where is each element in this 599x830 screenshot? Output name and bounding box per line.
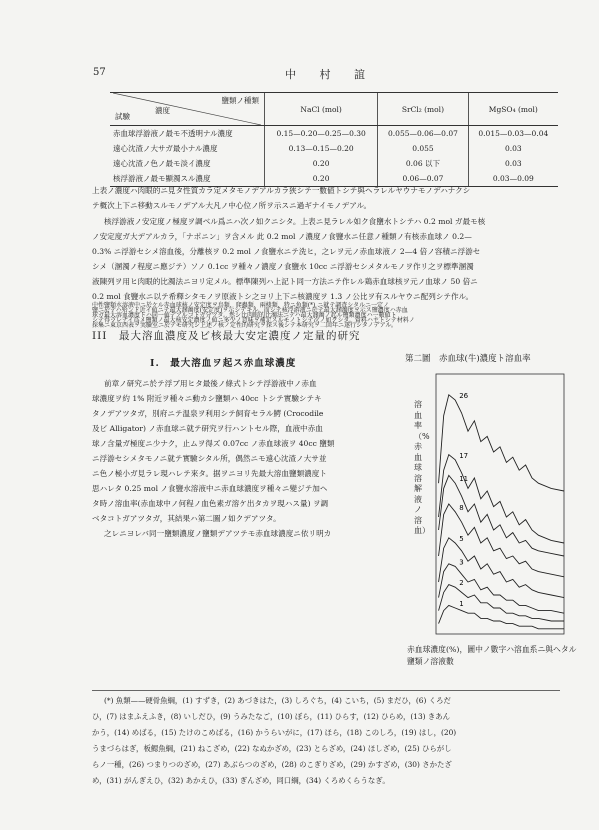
footnote-line: ひ，(7) はまふえふき，(8) いしだひ，(9) うみたなご，(10) ぼら，(11) ひらす，(12) ひらめ，(13) きあん xyxy=(92,712,451,721)
paragraph-line: 鹽ニ於テハ殆ンド近イ値ニテ最大溷濁度(安定度)ヲ示シテキル。而シテ核浮游液ニ於テ最大溷濁度ヲ示ス鹽濃度ハ赤血 xyxy=(92,307,408,314)
series-line-2 xyxy=(439,585,564,621)
table-cell: 0.03—0.09 xyxy=(468,171,558,187)
paragraph-line: 核浮游液ノ安定度ノ極度ヲ調べル爲ニハ次ノ如クニシタ。上表ニ見ラレル如ク食鹽水トシテハ 0.2 mol ガ最モ核 xyxy=(104,217,486,226)
subsection-heading: I. 最大溶血ヲ起ス赤血球濃度 xyxy=(150,358,297,369)
footnote-line: (*) 魚類——硬骨魚綱，(1) すずき，(2) あづきはた，(3) しろぐち，(4) こいち，(5) まだひ，(6) くろだ xyxy=(104,696,451,705)
paragraph-line: 之レニヨレバ同一鹽類濃度ノ鹽類デアツテモ赤血球濃度ニ依リ明カ xyxy=(104,529,332,538)
table-cell: 0.03 xyxy=(468,156,558,171)
table-cell: 0.06 以下 xyxy=(378,156,468,171)
series-label-26: 26 xyxy=(459,392,469,400)
diag-mid-label: 濃度 xyxy=(155,106,170,115)
table-cell: 0.055—0.06—0.07 xyxy=(378,126,468,142)
series-label-1: 1 xyxy=(459,600,464,608)
paragraph-line: ノ安定度ガ大デアルカラ，「ナポニン」ヲ含メル 此 0.2 mol ノ濃度ノ食鹽水ニ任意ノ種類ノ有核赤血球ノ 0.2— xyxy=(92,232,472,241)
table-cell: 0.055 xyxy=(378,141,468,156)
paragraph-line: ニ浮游セシメタモノニ就テ實驗シタル所，偶然ニモ遠心沈渣ノ大サ並 xyxy=(92,454,327,463)
figure-title: 第二圖 赤血球(牛)濃度ト溶血率 xyxy=(405,354,531,364)
table-diagonal-header xyxy=(110,93,265,126)
row-label: 核浮游液ノ最モ顯濁スル濃度 xyxy=(110,171,265,187)
col-header-nacl: NaCl (mol) xyxy=(265,93,378,126)
footnote-line: らノ一種，(26) つまりつのざめ，(27) あぶらつのざめ，(28) のこぎりざめ，(29) かすざめ，(30) さかたざ xyxy=(92,760,452,769)
table-cell: 0.03 xyxy=(468,141,558,156)
paragraph-line: シテ得ラレナイ爲メ鹽類ノ最大核安定濃度ノ値ニ多少ノ意味ヲ補足スルモノトシテ次ノ如クシタ。資料ハ主トシテ材料ノ xyxy=(92,317,415,324)
footnote-rule xyxy=(92,690,560,691)
paragraph-line: 球ガ最大溶血濃度トハ同一値デアルコトガ分ツタ。然シ比肉眼的比濁法ニテハ最大溷濁ノ起ル鹽類濃度ハ一數値ト xyxy=(92,312,397,319)
row-label: 赤血球浮游液ノ最モ不透明ナル濃度 xyxy=(113,129,233,138)
row-label: 遠心沈渣ノ大サガ最小ナル濃度 xyxy=(113,144,218,153)
paragraph-line: 上表ノ濃度ハ肉眼的ニ見タ性質カラ定メタモノデアルカラ狭シテ一數値トシテ與ヘラレルヤウナモノデハナクシ xyxy=(92,186,471,195)
table-cell: 0.015—0.03—0.04 xyxy=(468,126,558,142)
series-label-8: 8 xyxy=(459,503,464,512)
table-row xyxy=(110,141,558,156)
table-cell: 0.20 xyxy=(265,156,378,171)
paragraph-line: 前章ノ研究ニ於テ浮ブ用ヒタ最後ノ條式トシテ浮游液中ノ赤血 xyxy=(104,379,317,388)
paragraph-line: 液陳列ヲ用ヒ肉眼的比濁法ニヨリ定メル。標準陳列ハ上記ト同一方法ニテ作レル鶏赤血球核ヲ元ノ血球ノ 50 倍ニ xyxy=(92,277,478,286)
table-cell: 0.13—0.15—0.20 xyxy=(265,141,378,156)
footnote-line: かう，(14) めばる，(15) たけのこめばる，(16) かうらいがに，(17) ほら，(18) このしろ，(19) はし，(20) xyxy=(92,728,457,737)
table-cell: 0.20 xyxy=(265,171,378,187)
paragraph-line: 0.3% ニ浮游セシメ溶血後，分離核ヲ 0.2 mol ノ食鹽水ニテ洗ヒ，之レヲ元ノ赤血球液ノ 2—4 倍ノ容積ニ浮游セ xyxy=(92,247,481,256)
series-line-26 xyxy=(439,395,564,491)
series-label-11: 11 xyxy=(459,475,469,484)
table-row xyxy=(110,156,558,171)
series-label-2: 2 xyxy=(459,579,464,588)
paragraph-line: 思ハレタ 0.25 mol ノ食鹽水溶液中ニ赤血球濃度ヲ種々ニ變ジテ加ヘ xyxy=(92,484,328,493)
diag-top-label: 鹽類ノ種類 xyxy=(221,96,259,105)
series-label-17: 17 xyxy=(459,451,469,460)
paragraph-line: シメ（溷濁ノ程度ニ應ジテ）ソノ 0.1cc ヲ種々ノ濃度ノ食鹽水 10cc ニ浮游セシメタルモノヲ作リ之ヲ標準溷濁 xyxy=(92,262,474,271)
figure-y-label: 溶血率（%赤血球溶解液ノ溶血） xyxy=(414,400,430,535)
figure-caption: 赤血球濃度(%)，圖中ノ數字ハ溶血系ニ與ヘタル鹽類ノ溶液數 xyxy=(407,645,577,666)
page-number: 57 xyxy=(93,67,106,78)
paragraph-line: タノデアツタガ，別府ニテ温泉ヲ利用シテ飼育セラル鰐 (Crocodile xyxy=(92,409,324,418)
row-label: 遠心沈渣ノ色ノ最モ淡イ濃度 xyxy=(113,159,211,168)
series-label-5: 5 xyxy=(459,535,464,543)
hemolysis-chart xyxy=(430,368,570,640)
paragraph-line: テ概次上下ニ移動スルモノデアル大凡ノ中心位ノ所ヲ示スニ過ギナイモノデアル。 xyxy=(92,201,372,210)
section-heading: III 最大溶血濃度及ビ核最大安定濃度ノ定量的研究 xyxy=(92,330,361,342)
col-header-mgso4: MgSO₄ (mol) xyxy=(468,93,558,126)
paragraph-line: 中性鹽類水溶液中ニ於ケル赤血球核ノ安定度ヲ鳥類，爬蟲類，兩棲類，特ニ魚類(*) ニ就テ調査シタルニ一定ノ xyxy=(92,302,390,309)
paragraph-line: ニ色ノ極小ガ見ラレ現ハレテ來タ。据ヲニヨリ先最大溶血鹽類濃度ト xyxy=(92,469,327,478)
series-line-17 xyxy=(439,455,564,543)
col-header-srcl2: SrCl₂ (mol) xyxy=(378,93,468,126)
salt-concentration-table xyxy=(110,92,558,187)
paragraph-line: 0.2 mol 食鹽水ニ以テ希釋シタモノヲ原液トシ之ヨリ上下ニ核濃度ヲ 1.3 ノ公比ヲ有スルヤウニ配列シテ作ル。 xyxy=(92,292,474,301)
footnote-line: うまづらはぎ，板鰓魚綱，(21) ねこざめ，(22) なぬかざめ，(23) とらざめ，(24) ほしざめ，(25) ひらがし xyxy=(92,744,452,753)
series-label-3: 3 xyxy=(459,558,464,567)
diag-bottom-label: 試驗 xyxy=(115,112,130,121)
paragraph-line: ベタコトガアツタガ，其結果ハ第二圖ノ如クデアツタ。 xyxy=(92,514,281,523)
table-cell: 0.06—0.07 xyxy=(378,171,468,187)
footnote-line: め，(31) がんぎえひ，(32) あかえひ，(33) ぎんざめ，同口綱，(34) くろめくらうなぎ。 xyxy=(92,776,390,785)
table-cell: 0.15—0.20—0.25—0.30 xyxy=(265,126,378,142)
paragraph-line: 及ビ Alligator) ノ赤血球ニ就テ研究ヲ行ハントセル際，血液中赤血 xyxy=(92,424,323,433)
paragraph-line: 球濃度ヲ約 1% 附近ヲ種々ニ動カシ鹽類ハ 40cc トシテ實驗シテキ xyxy=(92,394,322,403)
paragraph-line: タ時ノ溶血率(赤血球中ノ何程ノ血色素ガ溶ケ出タカヲ現ハス量) ヲ調 xyxy=(92,499,329,508)
running-head: 中 村 誼 xyxy=(285,68,375,81)
paragraph-line: 採集ニ東京西表ヲ実驗室ニ於テモ研究シ上述ノ核ノ定性的研究ヲ採ス後シテ本研究ヲ二回年ニ遂行シタノデアル。 xyxy=(92,322,397,329)
paragraph-line: 球ノ含量ガ極度ニ少ナク，止ムヲ得ズ 0.07cc ノ赤血球液ヲ 40cc 鹽類 xyxy=(92,439,335,448)
series-line-8 xyxy=(439,504,564,577)
table-row xyxy=(110,126,558,142)
